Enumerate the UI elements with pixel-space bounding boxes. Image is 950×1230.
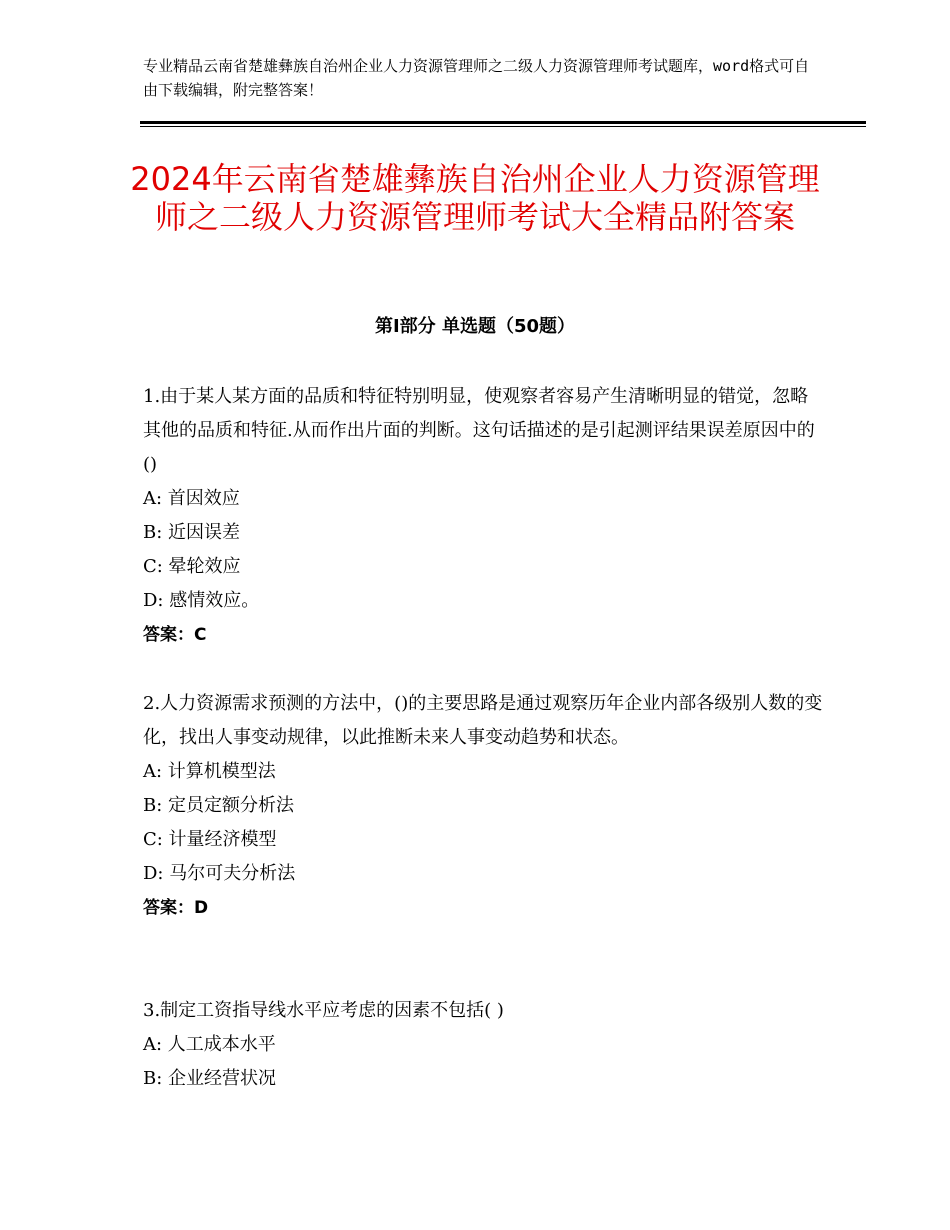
header-rule-thin xyxy=(140,126,866,127)
question-stem: 3.制定工资指导线水平应考虑的因素不包括( ) xyxy=(143,1000,504,1021)
option-a: A: 首因效应 xyxy=(143,488,240,509)
option-a: A: 人工成本水平 xyxy=(143,1034,276,1055)
question-3 xyxy=(143,994,823,1096)
header-rule-thick xyxy=(140,121,866,124)
section-heading: 第Ⅰ部分 单选题（50题） xyxy=(374,316,575,337)
question-2 xyxy=(143,687,823,925)
answer: 答案：D xyxy=(143,898,209,918)
question-stem: 2.人力资源需求预测的方法中，()的主要思路是通过观察历年企业内部各级别人数的变化，找出人事变动规律，以此推断未来人事变动趋势和状态。 xyxy=(143,693,823,748)
option-a: A: 计算机模型法 xyxy=(143,761,276,782)
option-d: D: 感情效应。 xyxy=(143,590,260,611)
option-d: D: 马尔可夫分析法 xyxy=(143,863,296,884)
question-stem: 1.由于某人某方面的品质和特征特别明显，使观察者容易产生清晰明显的错觉，忽略其他的品质和特征.从而作出片面的判断。这句话描述的是引起测评结果误差原因中的() xyxy=(143,386,815,475)
option-b: B: 近因误差 xyxy=(143,522,241,543)
header-note: 专业精品云南省楚雄彝族自治州企业人力资源管理师之二级人力资源管理师考试题库，word格式可自由下载编辑，附完整答案！ xyxy=(143,57,810,99)
option-b: B: 定员定额分析法 xyxy=(143,795,295,816)
question-1 xyxy=(143,380,823,652)
option-c: C: 计量经济模型 xyxy=(143,829,277,850)
option-b: B: 企业经营状况 xyxy=(143,1068,277,1089)
option-c: C: 晕轮效应 xyxy=(143,556,241,577)
document-title: 2024年云南省楚雄彝族自治州企业人力资源管理师之二级人力资源管理师考试大全精品附答案 xyxy=(130,160,820,236)
answer: 答案：C xyxy=(143,625,207,645)
